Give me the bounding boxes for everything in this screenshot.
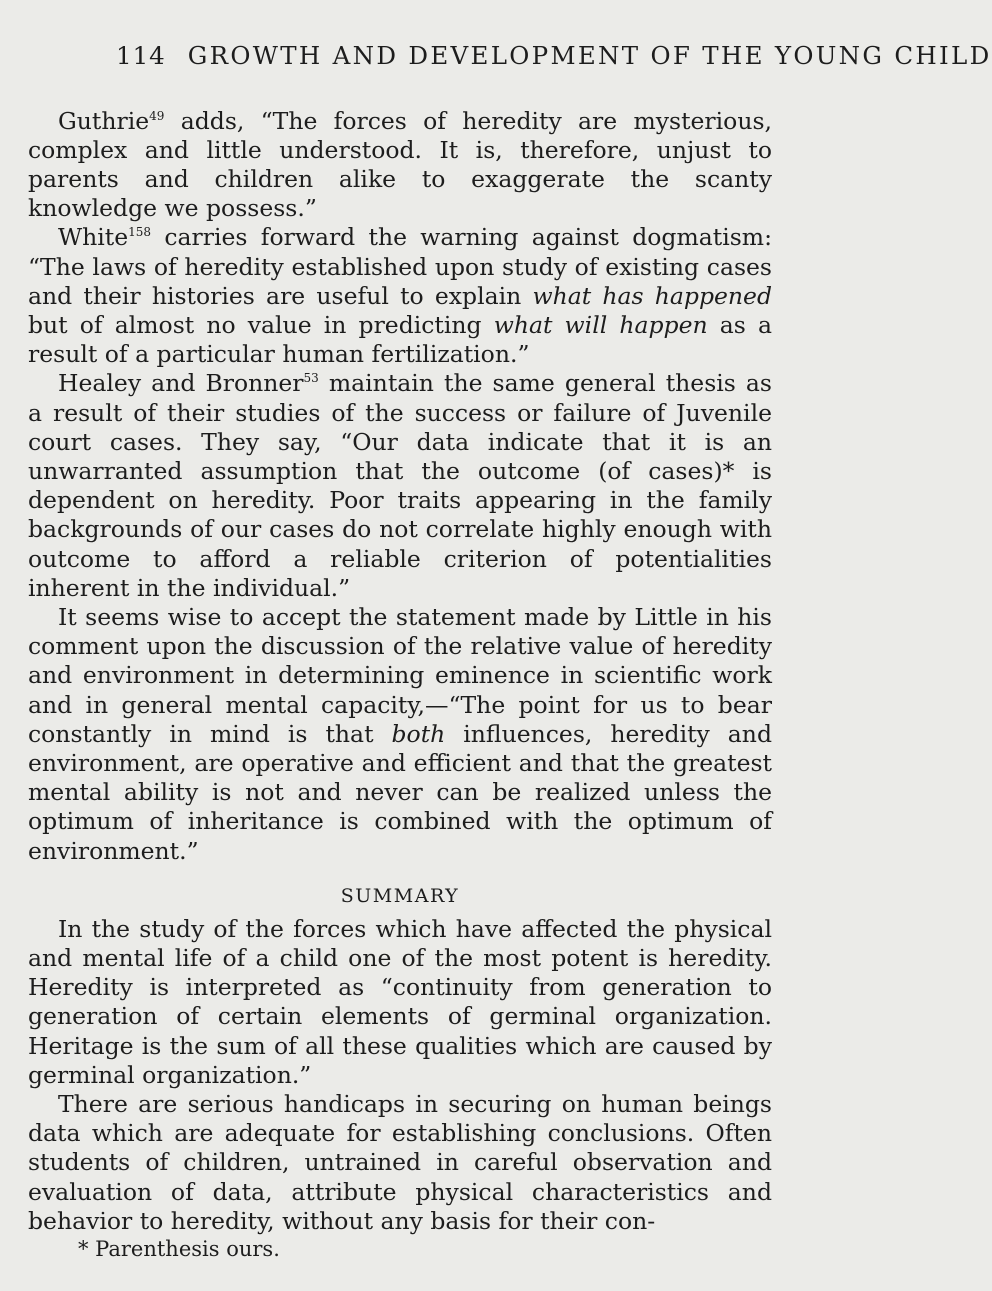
page-number: 114	[116, 41, 166, 70]
paragraph-text: as a result of a particular human fertilization.”	[28, 310, 772, 369]
paragraph-text: but of almost no value in predicting	[28, 310, 494, 339]
body-text	[28, 107, 772, 1263]
paragraph-text: adds, “The forces of heredity are mysterious, complex and little understood. It is, therefore, unjust to parents and children alike to exaggerate the scanty knowledge we possess.”	[28, 106, 772, 223]
author-name: Guthrie	[58, 106, 150, 135]
emphasis: what has happened	[532, 281, 772, 310]
emphasis: what will happen	[493, 310, 708, 339]
emphasis: both	[391, 719, 446, 748]
summary-heading: SUMMARY	[340, 884, 460, 907]
paragraph-text: carries forward the warning against dogmatism: “The laws of heredity established upon study of existing cases and their histories are useful to explain	[28, 223, 772, 310]
running-head	[116, 41, 992, 70]
paragraph-text: influences, heredity and environment, are operative and efficient and that the greatest mental ability is not and never can be realized unless the optimum of inheritance is combined with the optimum of environment.”	[28, 719, 772, 865]
paragraph-healey-bronner	[28, 369, 772, 603]
paragraph-little	[28, 603, 772, 866]
footnote: * Parenthesis ours.	[78, 1237, 280, 1262]
paragraph-summary-2: There are serious handicaps in securing on human beings data which are adequate for establishing conclusions. Often students of children, untrained in careful observation and evaluation of data, attribute physical characteristics and behavior to heredity, without any basis for their con-	[28, 1090, 772, 1235]
running-title: GROWTH AND DEVELOPMENT OF THE YOUNG CHILD	[187, 41, 992, 70]
paragraph-white	[28, 223, 772, 369]
reference-number: 158	[128, 225, 152, 240]
paragraph-text: maintain the same general thesis as a result of their studies of the success or failure of Juvenile court cases. They say, “Our data indicate that it is an unwarranted assumption that the outcome (of cases)* is dependent on heredity. Poor traits appearing in the family backgrounds of our cases do not correlate highly enough with outcome to afford a reliable criterion of potentialities inherent in the individual.”	[28, 369, 772, 602]
paragraph-guthrie	[28, 107, 772, 224]
paragraph-summary-1: In the study of the forces which have affected the physical and mental life of a child one of the most potent is heredity. Heredity is interpreted as “continuity from generation to generation of certain elements of germinal organization. Heritage is the sum of all these qualities which are caused by germinal organization.”	[28, 914, 772, 1089]
paragraph-text: It seems wise to accept the statement made by Little in his comment upon the discussion of the relative value of heredity and environment in determining eminence in scientific work and in general mental capacity,—“The point for us to bear constantly in mind is that	[28, 602, 772, 748]
reference-number: 53	[303, 371, 319, 386]
author-name: White	[58, 223, 129, 252]
author-name: Healey and Bronner	[58, 369, 304, 398]
reference-number: 49	[149, 108, 165, 123]
